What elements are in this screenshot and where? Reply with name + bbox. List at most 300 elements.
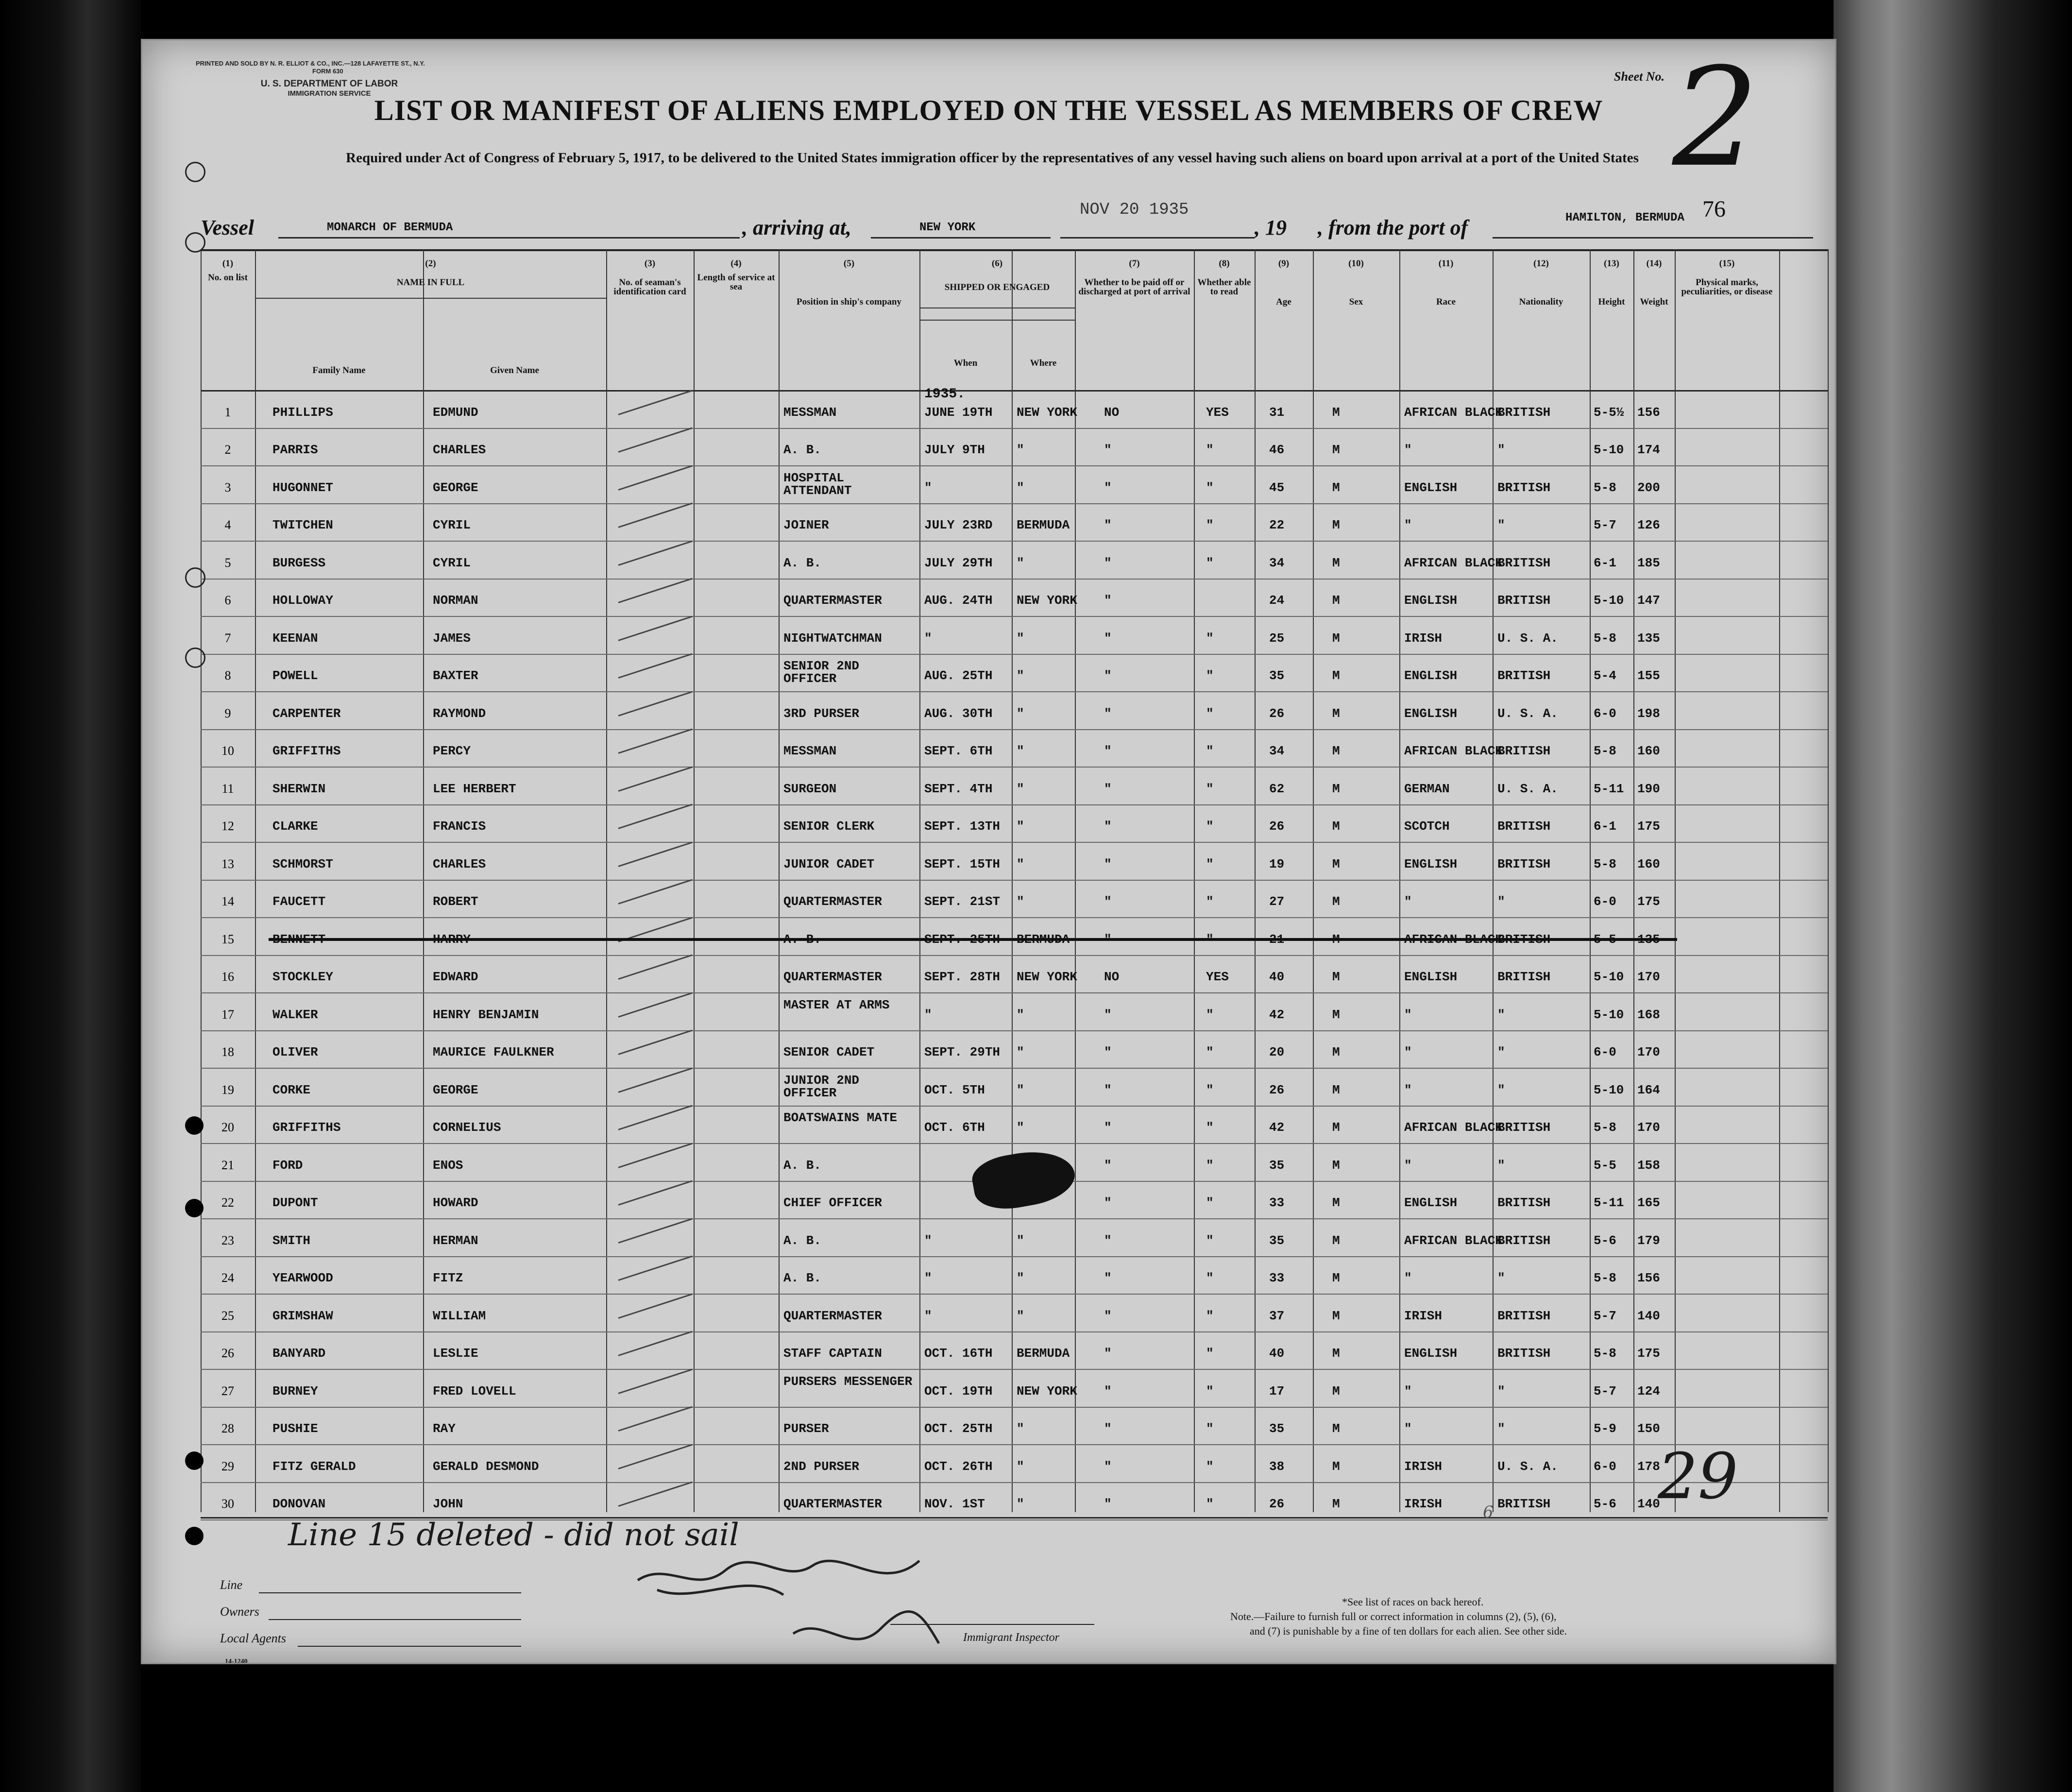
table-row: [201, 917, 1828, 955]
row-given-name: LESLIE: [433, 1346, 478, 1361]
row-given-name: GERALD DESMOND: [433, 1459, 539, 1474]
row-position: MASTER AT ARMS: [783, 997, 890, 1012]
row-given-name: GEORGE: [433, 1082, 478, 1097]
row-shipped-where: ": [1017, 1459, 1024, 1474]
row-position: NIGHTWATCHMAN: [783, 631, 882, 646]
row-age: 35: [1269, 668, 1285, 683]
row-height: 5-5: [1594, 1158, 1616, 1173]
row-able-to-read: ": [1206, 1233, 1214, 1248]
row-sex: M: [1332, 1120, 1340, 1135]
row-nationality: BRITISH: [1497, 1120, 1551, 1135]
row-age: 17: [1269, 1383, 1285, 1399]
row-age: 20: [1269, 1045, 1285, 1060]
row-able-to-read: ": [1206, 706, 1214, 721]
id-card-check-mark: [618, 766, 693, 791]
row-race: ": [1404, 1007, 1412, 1022]
row-shipped-where: ": [1017, 1421, 1024, 1436]
row-number: 29: [221, 1459, 234, 1473]
row-family-name: CORKE: [272, 1082, 311, 1097]
row-number: 23: [221, 1233, 234, 1247]
row-number: 9: [224, 706, 231, 720]
row-number: 3: [224, 480, 231, 495]
row-given-name: CYRIL: [433, 518, 471, 533]
date-stamp: NOV 20 1935: [1080, 201, 1189, 219]
row-given-name: CORNELIUS: [433, 1120, 501, 1135]
col-15-header: (15) Physical marks, peculiarities, or disease: [1681, 258, 1773, 297]
row-nationality: BRITISH: [1497, 1233, 1551, 1248]
col-10-header: (10) Sex: [1348, 258, 1364, 307]
col-12-header: (12) Nationality: [1519, 258, 1563, 307]
row-height: 5-9: [1594, 1421, 1616, 1436]
table-row: [201, 541, 1828, 579]
table-row: [201, 1256, 1828, 1294]
row-sex: M: [1332, 1007, 1340, 1022]
row-family-name: BANYARD: [272, 1346, 326, 1361]
row-paid-off: ": [1104, 1007, 1112, 1022]
row-weight: 165: [1637, 1195, 1660, 1211]
table-row: [201, 880, 1828, 918]
row-sex: M: [1332, 405, 1340, 420]
col-2-family-header: Family Name: [312, 365, 366, 375]
row-position: SURGEON: [783, 781, 837, 796]
row-shipped-when: SEPT. 6TH: [924, 744, 993, 759]
row-paid-off: ": [1104, 744, 1112, 759]
row-sex: M: [1332, 1195, 1340, 1211]
row-able-to-read: ": [1206, 1195, 1214, 1211]
row-position: A. B.: [783, 1233, 822, 1248]
row-paid-off: ": [1104, 1120, 1112, 1135]
row-position: MESSMAN: [783, 405, 837, 420]
row-weight: 140: [1637, 1497, 1660, 1512]
row-position: STAFF CAPTAIN: [783, 1346, 882, 1361]
row-paid-off: ": [1104, 781, 1112, 796]
row-given-name: EDMUND: [433, 405, 478, 420]
row-age: 42: [1269, 1007, 1285, 1022]
row-nationality: BRITISH: [1497, 744, 1551, 759]
col-7-header: (7) Whether to be paid off or discharged at port of arrival: [1078, 258, 1190, 297]
id-card-check-mark: [618, 540, 693, 565]
row-family-name: CLARKE: [272, 819, 318, 834]
arriving-port: NEW YORK: [919, 221, 976, 234]
row-paid-off: ": [1104, 1308, 1112, 1323]
row-race: ENGLISH: [1404, 1346, 1458, 1361]
row-weight: 160: [1637, 856, 1660, 871]
row-given-name: CYRIL: [433, 555, 471, 570]
row-family-name: YEARWOOD: [272, 1271, 333, 1286]
id-card-check-mark: [618, 427, 693, 453]
row-number: 18: [221, 1045, 234, 1059]
row-position: BOATSWAINS MATE: [783, 1110, 898, 1126]
row-weight: 124: [1637, 1383, 1660, 1399]
row-weight: 155: [1637, 668, 1660, 683]
row-weight: 150: [1637, 1421, 1660, 1436]
id-card-check-mark: [618, 1444, 693, 1469]
inspector-signature: [628, 1551, 1094, 1664]
row-sex: M: [1332, 1459, 1340, 1474]
col-4-header: (4) Length of service at sea: [697, 258, 775, 292]
row-nationality: BRITISH: [1497, 1346, 1551, 1361]
row-family-name: DONOVAN: [272, 1497, 326, 1512]
row-race: ENGLISH: [1404, 856, 1458, 871]
table-row: [201, 390, 1828, 428]
row-nationality: U. S. A.: [1497, 706, 1558, 721]
owners-label: Owners: [220, 1604, 259, 1619]
table-row: [201, 579, 1828, 616]
row-position: QUARTERMASTER: [783, 593, 882, 608]
row-number: 10: [221, 744, 234, 758]
row-given-name: HOWARD: [433, 1195, 478, 1211]
row-height: 5-7: [1594, 518, 1616, 533]
row-paid-off: ": [1104, 1383, 1112, 1399]
row-number: 1: [224, 405, 231, 419]
row-given-name: FITZ: [433, 1271, 463, 1286]
row-age: 31: [1269, 405, 1285, 420]
row-sex: M: [1332, 443, 1340, 458]
row-race: ENGLISH: [1404, 1195, 1458, 1211]
row-sex: M: [1332, 894, 1340, 909]
row-sex: M: [1332, 781, 1340, 796]
row-height: 5-8: [1594, 856, 1616, 871]
row-given-name: MAURICE FAULKNER: [433, 1045, 554, 1060]
row-number: 19: [221, 1082, 234, 1097]
row-able-to-read: ": [1206, 1120, 1214, 1135]
row-able-to-read: ": [1206, 894, 1214, 909]
row-shipped-where: ": [1017, 1233, 1024, 1248]
row-number: 26: [221, 1346, 234, 1361]
row-position: QUARTERMASTER: [783, 1308, 882, 1323]
row-height: 5-8: [1594, 744, 1616, 759]
row-sex: M: [1332, 518, 1340, 533]
row-shipped-where: ": [1017, 706, 1024, 721]
row-nationality: U. S. A.: [1497, 1459, 1558, 1474]
row-paid-off: ": [1104, 1497, 1112, 1512]
row-family-name: SHERWIN: [272, 781, 326, 796]
row-shipped-where: ": [1017, 1082, 1024, 1097]
row-height: 5-11: [1594, 1195, 1624, 1211]
row-age: 26: [1269, 706, 1285, 721]
row-given-name: WILLIAM: [433, 1308, 486, 1323]
id-card-check-mark: [618, 1256, 693, 1281]
table-row: [201, 955, 1828, 993]
row-nationality: ": [1497, 1421, 1505, 1436]
id-card-check-mark: [618, 1368, 693, 1394]
row-height: 5-6: [1594, 1497, 1616, 1512]
id-card-check-mark: [618, 1406, 693, 1432]
row-nationality: BRITISH: [1497, 480, 1551, 495]
row-nationality: BRITISH: [1497, 668, 1551, 683]
row-paid-off: ": [1104, 593, 1112, 608]
row-position: CHIEF OFFICER: [783, 1195, 882, 1211]
row-position: QUARTERMASTER: [783, 894, 882, 909]
row-number: 16: [221, 970, 234, 984]
row-age: 40: [1269, 1346, 1285, 1361]
row-weight: 175: [1637, 894, 1660, 909]
row-weight: 170: [1637, 1045, 1660, 1060]
id-card-check-mark: [618, 465, 693, 490]
row-paid-off: ": [1104, 1271, 1112, 1286]
vessel-name: MONARCH OF BERMUDA: [327, 221, 453, 234]
row-age: 46: [1269, 443, 1285, 458]
row-number: 30: [221, 1497, 234, 1511]
row-given-name: GEORGE: [433, 480, 478, 495]
row-position: JUNIOR CADET: [783, 856, 875, 871]
row-shipped-where: ": [1017, 856, 1024, 871]
row-age: 26: [1269, 819, 1285, 834]
id-card-check-mark: [618, 1331, 693, 1356]
row-weight: 170: [1637, 1120, 1660, 1135]
table-row: [201, 804, 1828, 842]
col-8-header: (8) Whether able to read: [1197, 258, 1251, 297]
row-nationality: ": [1497, 1082, 1505, 1097]
row-shipped-where: NEW YORK: [1017, 970, 1077, 985]
row-height: 6-0: [1594, 894, 1616, 909]
row-age: 34: [1269, 555, 1285, 570]
row-family-name: SMITH: [272, 1233, 311, 1248]
row-shipped-when: OCT. 26TH: [924, 1459, 993, 1474]
col-1-header: (1) No. on list: [208, 258, 248, 283]
row-shipped-where: ": [1017, 819, 1024, 834]
row-nationality: BRITISH: [1497, 1195, 1551, 1211]
row-family-name: HOLLOWAY: [272, 593, 333, 608]
row-shipped-when: ": [924, 1271, 932, 1286]
row-sex: M: [1332, 555, 1340, 570]
row-age: 25: [1269, 631, 1285, 646]
row-number: 13: [221, 856, 234, 871]
table-row: [201, 1369, 1828, 1407]
row-race: ": [1404, 1271, 1412, 1286]
row-number: 17: [221, 1007, 234, 1022]
row-weight: 147: [1637, 593, 1660, 608]
row-weight: 198: [1637, 706, 1660, 721]
row-family-name: GRIFFITHS: [272, 1120, 341, 1135]
row-shipped-where: ": [1017, 631, 1024, 646]
row-family-name: BURGESS: [272, 555, 326, 570]
table-row: [201, 1030, 1828, 1068]
from-port-label: , from the port of: [1318, 216, 1468, 239]
row-number: 21: [221, 1158, 234, 1172]
row-given-name: FRANCIS: [433, 819, 486, 834]
row-weight: 156: [1637, 405, 1660, 420]
row-nationality: BRITISH: [1497, 405, 1551, 420]
row-paid-off: ": [1104, 1045, 1112, 1060]
row-sex: M: [1332, 1271, 1340, 1286]
row-height: 5-8: [1594, 480, 1616, 495]
row-paid-off: NO: [1104, 405, 1120, 420]
row-age: 42: [1269, 1120, 1285, 1135]
row-height: 6-0: [1594, 706, 1616, 721]
row-shipped-where: NEW YORK: [1017, 593, 1077, 608]
row-weight: 178: [1637, 1459, 1660, 1474]
row-height: 5-10: [1594, 1082, 1624, 1097]
row-nationality: BRITISH: [1497, 1497, 1551, 1512]
row-weight: 158: [1637, 1158, 1660, 1173]
row-race: ": [1404, 894, 1412, 909]
row-race: AFRICAN BLACK: [1404, 405, 1503, 420]
row-shipped-when: ": [924, 1233, 932, 1248]
punch-hole: [185, 648, 205, 668]
row-position: QUARTERMASTER: [783, 1497, 882, 1512]
row-position: 3RD PURSER: [783, 706, 860, 721]
row-age: 35: [1269, 1233, 1285, 1248]
row-race: IRISH: [1404, 1459, 1443, 1474]
row-age: 38: [1269, 1459, 1285, 1474]
table-row: [201, 1482, 1828, 1520]
row-sex: M: [1332, 744, 1340, 759]
row-age: 33: [1269, 1271, 1285, 1286]
row-age: 33: [1269, 1195, 1285, 1211]
row-height: 5-11: [1594, 781, 1624, 796]
row-shipped-when: AUG. 30TH: [924, 706, 993, 721]
row-nationality: U. S. A.: [1497, 631, 1558, 646]
row-shipped-when: SEPT. 13TH: [924, 819, 1001, 834]
row-strikethrough: [269, 938, 1677, 941]
row-number: 24: [221, 1271, 234, 1285]
id-card-check-mark: [618, 1067, 693, 1092]
row-able-to-read: ": [1206, 1007, 1214, 1022]
table-row: [201, 465, 1828, 503]
id-card-check-mark: [618, 1105, 693, 1130]
row-weight: 140: [1637, 1308, 1660, 1323]
row-family-name: PARRIS: [272, 443, 318, 458]
row-given-name: HERMAN: [433, 1233, 478, 1248]
row-race: ": [1404, 1421, 1412, 1436]
id-card-check-mark: [618, 1482, 693, 1507]
row-height: 5-8: [1594, 631, 1616, 646]
row-able-to-read: ": [1206, 1082, 1214, 1097]
row-weight: 190: [1637, 781, 1660, 796]
row-position: QUARTERMASTER: [783, 970, 882, 985]
row-able-to-read: ": [1206, 555, 1214, 570]
form-number: 14-1240: [225, 1658, 248, 1664]
row-position: JUNIOR 2ND OFFICER: [783, 1073, 860, 1100]
row-sex: M: [1332, 1233, 1340, 1248]
table-row: [201, 1407, 1828, 1445]
row-nationality: ": [1497, 1007, 1505, 1022]
row-height: 5-6: [1594, 1233, 1616, 1248]
row-position: HOSPITAL ATTENDANT: [783, 470, 852, 498]
row-weight: 175: [1637, 819, 1660, 834]
row-position: JOINER: [783, 518, 829, 533]
row-race: ": [1404, 1158, 1412, 1173]
row-position: 2ND PURSER: [783, 1459, 860, 1474]
row-race: GERMAN: [1404, 781, 1450, 796]
row-shipped-where: ": [1017, 1007, 1024, 1022]
row-race: AFRICAN BLACK: [1404, 744, 1503, 759]
col-3-header: (3) No. of seaman's identification card: [613, 258, 686, 297]
row-shipped-where: ": [1017, 744, 1024, 759]
row-shipped-when: ": [924, 480, 932, 495]
col-14-header: (14) Weight: [1640, 258, 1668, 307]
row-height: 5-10: [1594, 593, 1624, 608]
row-number: 25: [221, 1308, 234, 1323]
row-shipped-where: ": [1017, 1271, 1024, 1286]
crew-table: [201, 249, 1828, 1512]
row-family-name: GRIFFITHS: [272, 744, 341, 759]
row-race: IRISH: [1404, 1308, 1443, 1323]
row-shipped-where: NEW YORK: [1017, 1383, 1077, 1399]
row-sex: M: [1332, 706, 1340, 721]
row-height: 5-8: [1594, 1271, 1616, 1286]
row-able-to-read: ": [1206, 1497, 1214, 1512]
row-able-to-read: ": [1206, 744, 1214, 759]
id-card-check-mark: [618, 1293, 693, 1318]
row-given-name: RAYMOND: [433, 706, 486, 721]
row-paid-off: ": [1104, 480, 1112, 495]
row-age: 34: [1269, 744, 1285, 759]
row-age: 62: [1269, 781, 1285, 796]
row-shipped-where: ": [1017, 1308, 1024, 1323]
vessel-label: Vessel: [201, 216, 254, 239]
row-family-name: BURNEY: [272, 1383, 318, 1399]
row-shipped-when: SEPT. 15TH: [924, 856, 1001, 871]
row-number: 28: [221, 1421, 234, 1436]
id-card-check-mark: [618, 578, 693, 603]
row-given-name: HENRY BENJAMIN: [433, 1007, 539, 1022]
table-row: [201, 1068, 1828, 1106]
row-given-name: BAXTER: [433, 668, 478, 683]
table-row: [201, 503, 1828, 541]
row-age: 22: [1269, 518, 1285, 533]
row-able-to-read: ": [1206, 1383, 1214, 1399]
row-family-name: PHILLIPS: [272, 405, 333, 420]
row-position: PURSER: [783, 1421, 829, 1436]
row-number: 11: [221, 781, 234, 796]
row-paid-off: ": [1104, 443, 1112, 458]
small-mark: 6: [1483, 1502, 1494, 1522]
punch-hole: [185, 567, 205, 588]
row-nationality: BRITISH: [1497, 970, 1551, 985]
row-sex: M: [1332, 1082, 1340, 1097]
row-paid-off: ": [1104, 1082, 1112, 1097]
row-number: 7: [224, 631, 231, 645]
row-nationality: ": [1497, 1045, 1505, 1060]
row-number: 14: [221, 894, 234, 909]
row-given-name: ENOS: [433, 1158, 463, 1173]
manifest-page: [141, 39, 1836, 1664]
col-5-header: (5) Position in ship's company: [797, 258, 901, 307]
sheet-no-value: 2: [1672, 39, 1759, 197]
row-number: 5: [224, 555, 231, 570]
table-row: [201, 1218, 1828, 1256]
row-sex: M: [1332, 668, 1340, 683]
row-paid-off: ": [1104, 555, 1112, 570]
id-card-check-mark: [618, 615, 693, 641]
row-race: SCOTCH: [1404, 819, 1450, 834]
id-card-check-mark: [618, 841, 693, 867]
from-port: HAMILTON, BERMUDA: [1565, 211, 1684, 224]
col-6-header: (6) SHIPPED OR ENGAGED: [944, 258, 1050, 292]
row-paid-off: ": [1104, 631, 1112, 646]
row-race: ENGLISH: [1404, 668, 1458, 683]
punch-hole: [185, 1527, 204, 1545]
row-able-to-read: ": [1206, 668, 1214, 683]
punch-hole: [185, 1451, 204, 1470]
row-position: PURSERS MESSENGER: [783, 1374, 913, 1389]
row-family-name: FORD: [272, 1158, 303, 1173]
row-paid-off: ": [1104, 1158, 1112, 1173]
row-able-to-read: ": [1206, 480, 1214, 495]
row-shipped-when: JULY 29TH: [924, 555, 993, 570]
row-race: AFRICAN BLACK: [1404, 1120, 1503, 1135]
table-row: [201, 654, 1828, 692]
id-card-check-mark: [618, 653, 693, 679]
row-family-name: CARPENTER: [272, 706, 341, 721]
row-shipped-when: SEPT. 4TH: [924, 781, 993, 796]
row-paid-off: ": [1104, 1459, 1112, 1474]
row-race: ": [1404, 518, 1412, 533]
row-shipped-when: AUG. 24TH: [924, 593, 993, 608]
id-card-check-mark: [618, 879, 693, 905]
